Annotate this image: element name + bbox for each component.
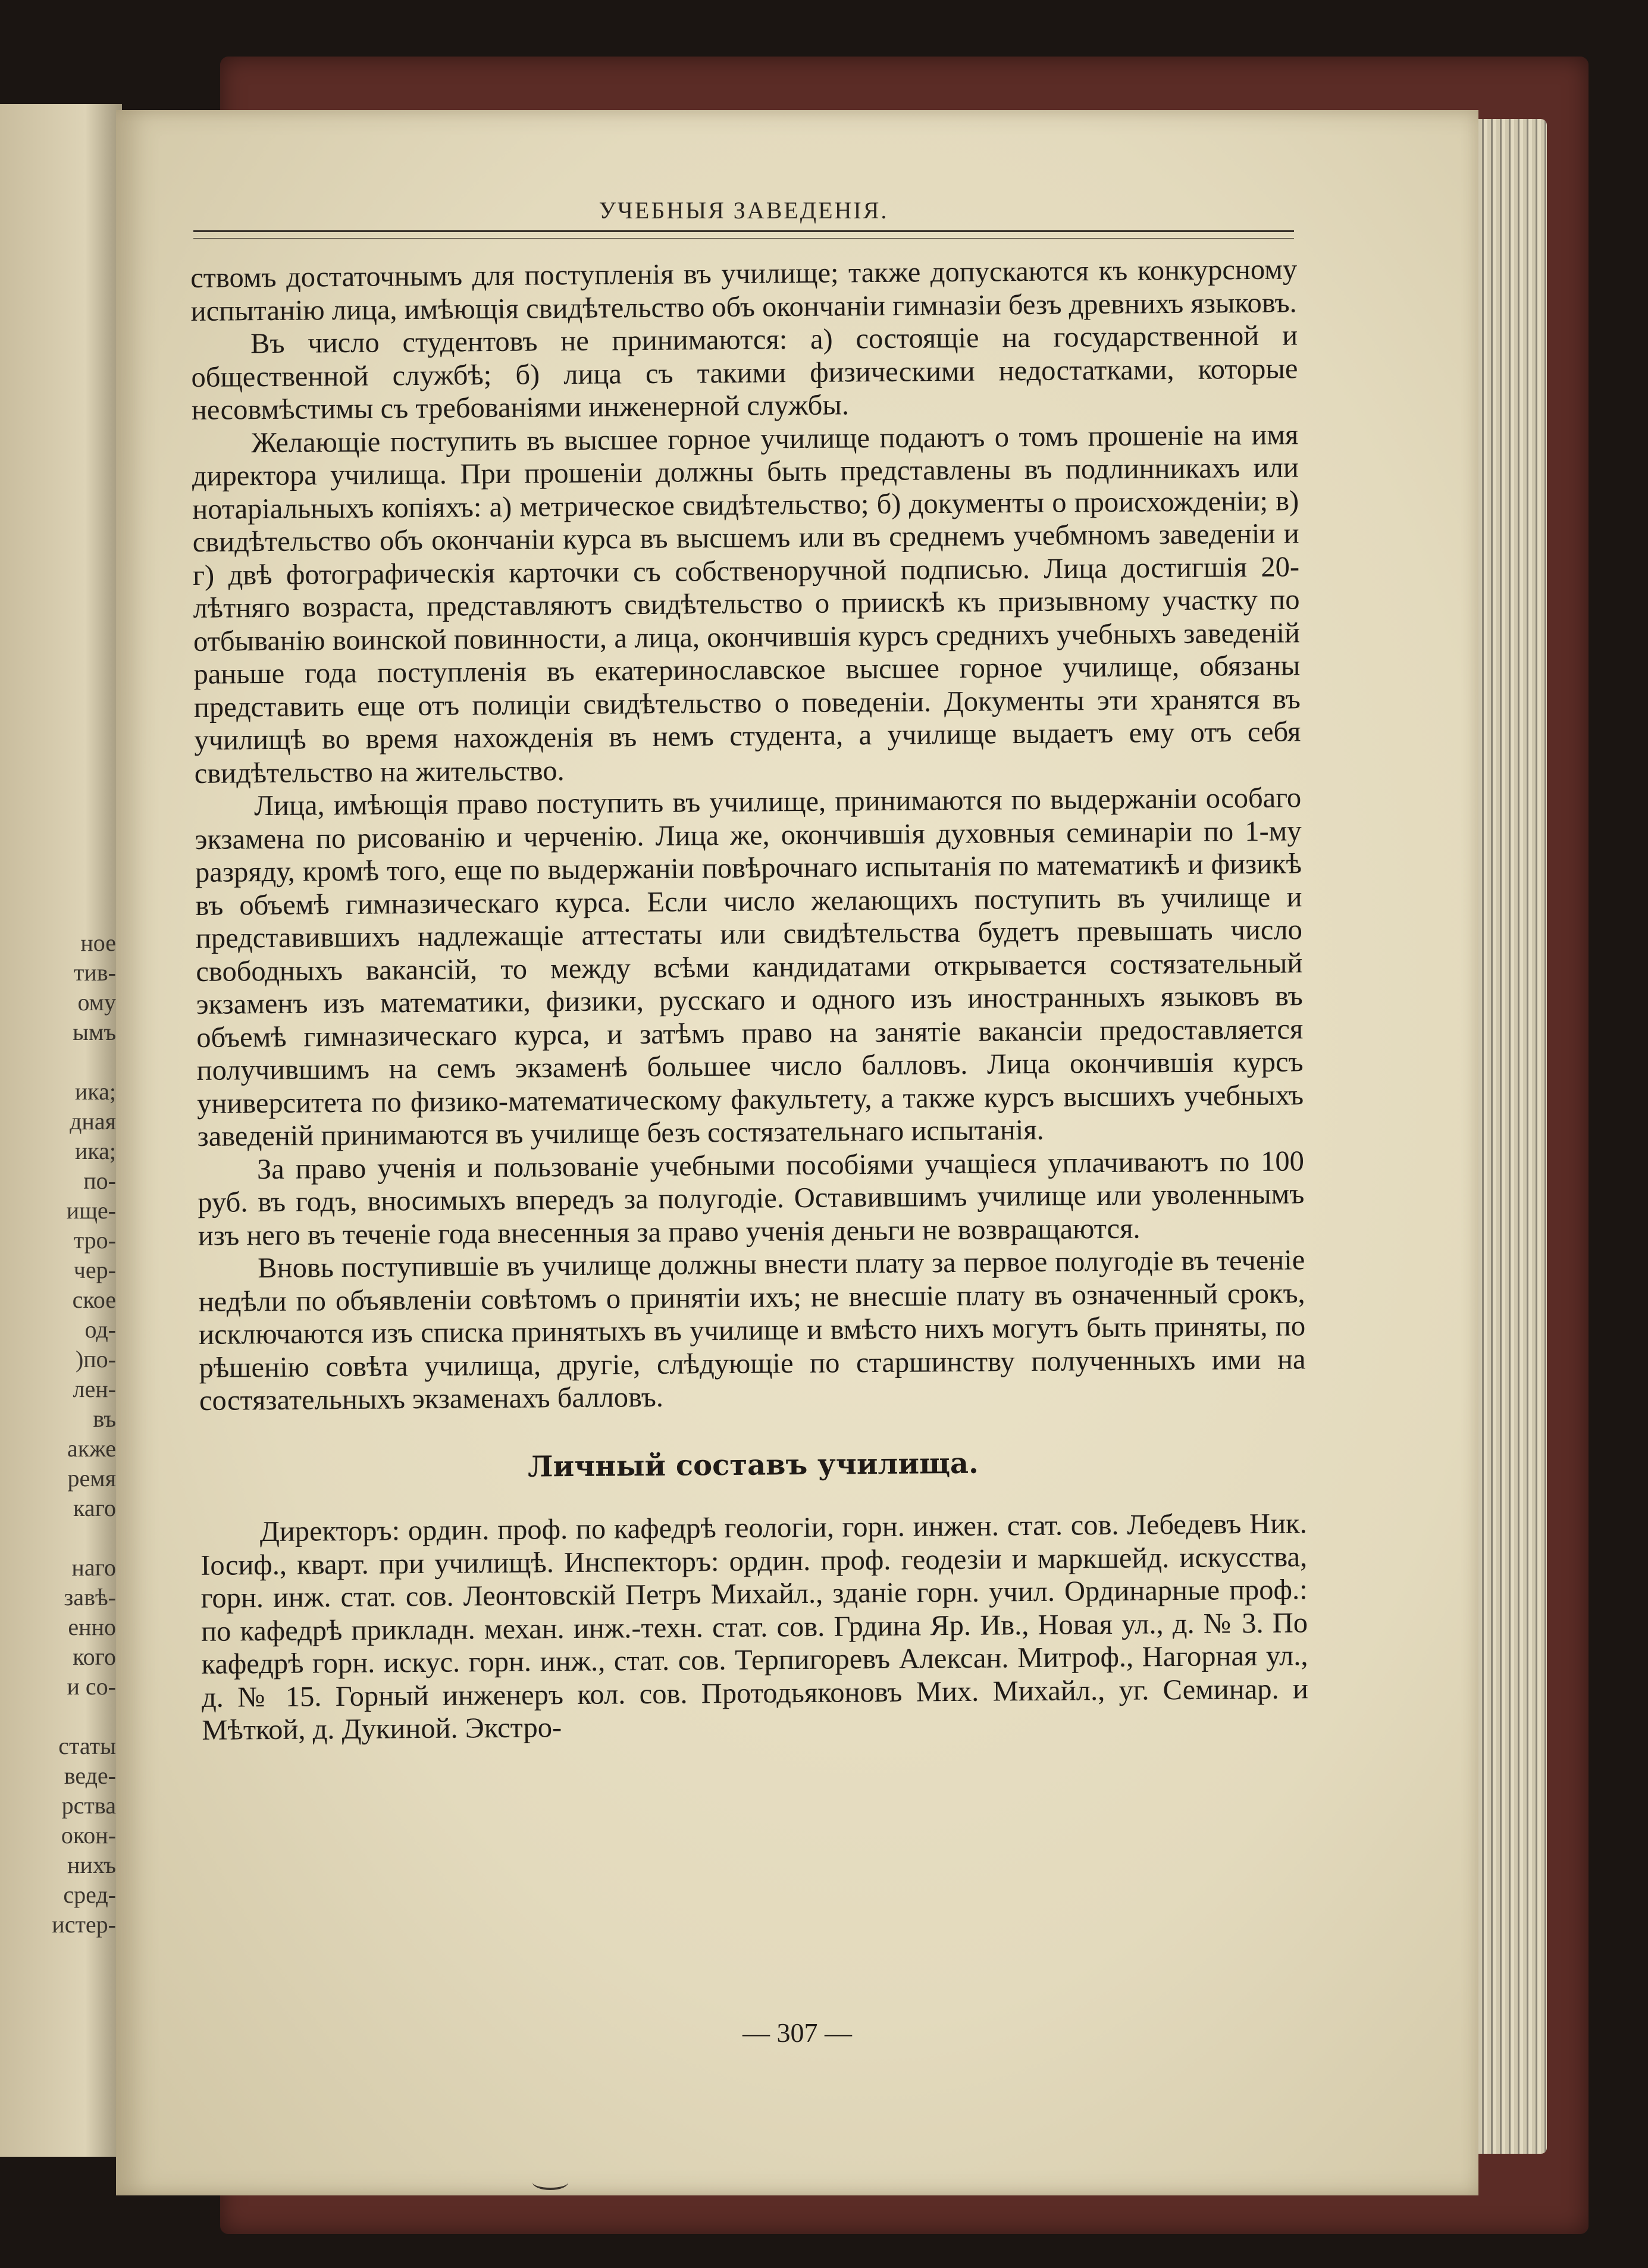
facing-page-line: нихъ: [67, 1852, 116, 1878]
paragraph: Вновь поступившіе въ училище должны внести плату за первое полугодіе въ теченіе недѣли по объявленіи совѣтомъ о принятіи ихъ; не внесшіе плату въ означенный срокъ, исключаются изъ списка принятыхъ въ училище и вмѣсто нихъ могутъ быть приняты, по рѣшенію совѣта училища, другіе, слѣдующіе по старшинству полученныхъ ими на состязательныхъ экзаменахъ балловъ.: [198, 1244, 1306, 1417]
ink-mark: [532, 2175, 568, 2190]
facing-page-line: тив-: [73, 959, 116, 986]
facing-page-line: и со-: [67, 1673, 116, 1700]
facing-page-line: енно: [68, 1614, 116, 1640]
paragraph: Въ число студентовъ не принимаются: а) состоящіе на государственной и общественной службѣ; б) лица съ такими физическими недостатками, которые несовмѣстимы съ требованіями инженерной службы.: [191, 319, 1298, 426]
section-title: Личный составъ училища.: [527, 1446, 979, 1484]
facing-page-line: веде-: [64, 1762, 116, 1789]
book-page: [116, 110, 1478, 2195]
facing-page-line: наго: [71, 1554, 116, 1581]
facing-page: [0, 104, 122, 2157]
facing-page-line: ымъ: [73, 1019, 116, 1045]
facing-page-line: ское: [72, 1286, 116, 1313]
facing-page-line: лен-: [73, 1376, 116, 1402]
facing-page-line: )по-: [75, 1346, 116, 1373]
running-head: УЧЕБНЫЯ ЗАВЕДЕНІЯ.: [599, 197, 889, 224]
facing-page-line: завѣ-: [64, 1584, 116, 1611]
facing-page-line: од-: [84, 1316, 116, 1343]
header-rule: [193, 230, 1294, 239]
facing-page-line: окон-: [61, 1822, 116, 1849]
facing-page-line: каго: [73, 1495, 116, 1521]
facing-page-line: дная: [70, 1108, 116, 1135]
facing-page-line: [0, 1702, 116, 1731]
facing-page-line: [0, 1523, 116, 1553]
paragraph: Лица, имѣющія право поступить въ училище, принимаются по выдержаніи особаго экзамена по рисованію и черченію. Лица же, окончившія духовныя семинаріи по 1-му разряду, кромѣ того, еще по выдержаніи повѣрочнаго испытанія по математикѣ и физикѣ въ объемѣ гимназическаго курса. Если число желающихъ поступить въ училище и представившихъ надлежащіе аттестаты или свидѣтельства будетъ превышать число свободныхъ вакансій, то между всѣми кандидатами открывается состязательный экзаменъ изъ математики, физики, русскаго и одного изъ иностранныхъ языковъ въ объемѣ гимназическаго курса, и затѣмъ право на занятіе вакансіи предоставляется получившимъ на семъ экзаменѣ большее число балловъ. Лица окончившія курсъ университета по физико-математическому факультету, а также курсъ высшихъ учебныхъ заведеній принимаются въ училище безъ состязательнаго испытанія.: [195, 782, 1304, 1152]
staff-paragraph: Директоръ: ордин. проф. по кафедрѣ геологіи, горн. инжен. стат. сов. Лебедевъ Ник. Іосиф., кварт. при училищѣ. Инспекторъ: ордин. проф. геодезіи и маркшейд. искусства, горн. инж. стат. сов. Леонтовскій Петръ Михайл., зданіе горн. учил. Ординарные проф.: по кафедрѣ прикладн. механ. инж.-техн. стат. сов. Грдина Яр. Ив., Новая ул., д. № 3. По кафедрѣ горн. искус. горн. инж., стат. сов. Терпигоревъ Алексан. Митроф., Нагорная ул., д. № 15. Горный инженеръ кол. сов. Протодьяконовъ Мих. Михайл., уг. Семинар. и Мѣткой, д. Дукиной. Экстро-: [200, 1508, 1309, 1746]
facing-page-line: ика;: [74, 1138, 116, 1164]
facing-page-line: кого: [73, 1643, 116, 1670]
facing-page-line: ому: [77, 989, 116, 1016]
facing-page-line: сред-: [63, 1881, 116, 1908]
paragraph: Желающіе поступить въ высшее горное училище подаютъ о томъ прошеніе на имя директора училища. При прошеніи должны быть представлены въ подлинникахъ или нотаріальныхъ копіяхъ: а) метрическое свидѣтельство; б) документы о происхожденіи; в) свидѣтельство объ окончаніи курса въ высшемъ или въ среднемъ учебмномъ заведеніи и г) двѣ фотографическія карточки съ собственоручной подписью. Лица достигшія 20-лѣтняго возраста, представляютъ свидѣтельство о приискѣ къ призывному участку по отбыванію воинской повинности, а лица, окончившія курсъ среднихъ учебныхъ заведеній раньше года поступленія въ екатеринославское высшее горное училище, обязаны представить еще отъ полиціи свидѣтельство о поведеніи. Документы эти хранятся въ училищѣ во время нахожденія въ немъ студента, а училище выдаетъ ему отъ себя свидѣтельство на жительство.: [192, 418, 1301, 790]
facing-page-line: рства: [61, 1792, 116, 1819]
facing-page-line: тро-: [73, 1227, 116, 1254]
facing-page-line: чер-: [73, 1257, 116, 1283]
paragraph-continued: ствомъ достаточнымъ для поступленія въ училище; также допускаются къ конкурсному испытанію лица, имѣющія свидѣтельство объ окончаніи гимназіи безъ древнихъ языковъ.: [190, 253, 1298, 327]
paragraph: За право ученія и пользованіе учебными пособіями учащіеся уплачиваютъ по 100 руб. въ годъ, вносимыхъ впередъ за полугодіе. Оставившимъ училище или уволеннымъ изъ него въ теченіе года внесенныя за право ученія деньги не возвращаются.: [198, 1145, 1305, 1252]
facing-page-line: ное: [80, 929, 116, 956]
facing-page-line: акже: [67, 1435, 116, 1462]
facing-page-line: ище-: [66, 1197, 116, 1224]
facing-page-line: статы: [58, 1733, 116, 1759]
page-body: [190, 253, 1309, 1747]
facing-page-line: ика;: [74, 1078, 116, 1105]
facing-page-line: истер-: [52, 1911, 116, 1938]
page-number: — 307 —: [742, 2018, 852, 2048]
facing-page-line: по-: [83, 1167, 116, 1194]
facing-page-line: [0, 1047, 116, 1077]
facing-page-text: [0, 928, 116, 1940]
facing-page-line: въ: [93, 1405, 116, 1432]
facing-page-line: ремя: [67, 1465, 116, 1492]
